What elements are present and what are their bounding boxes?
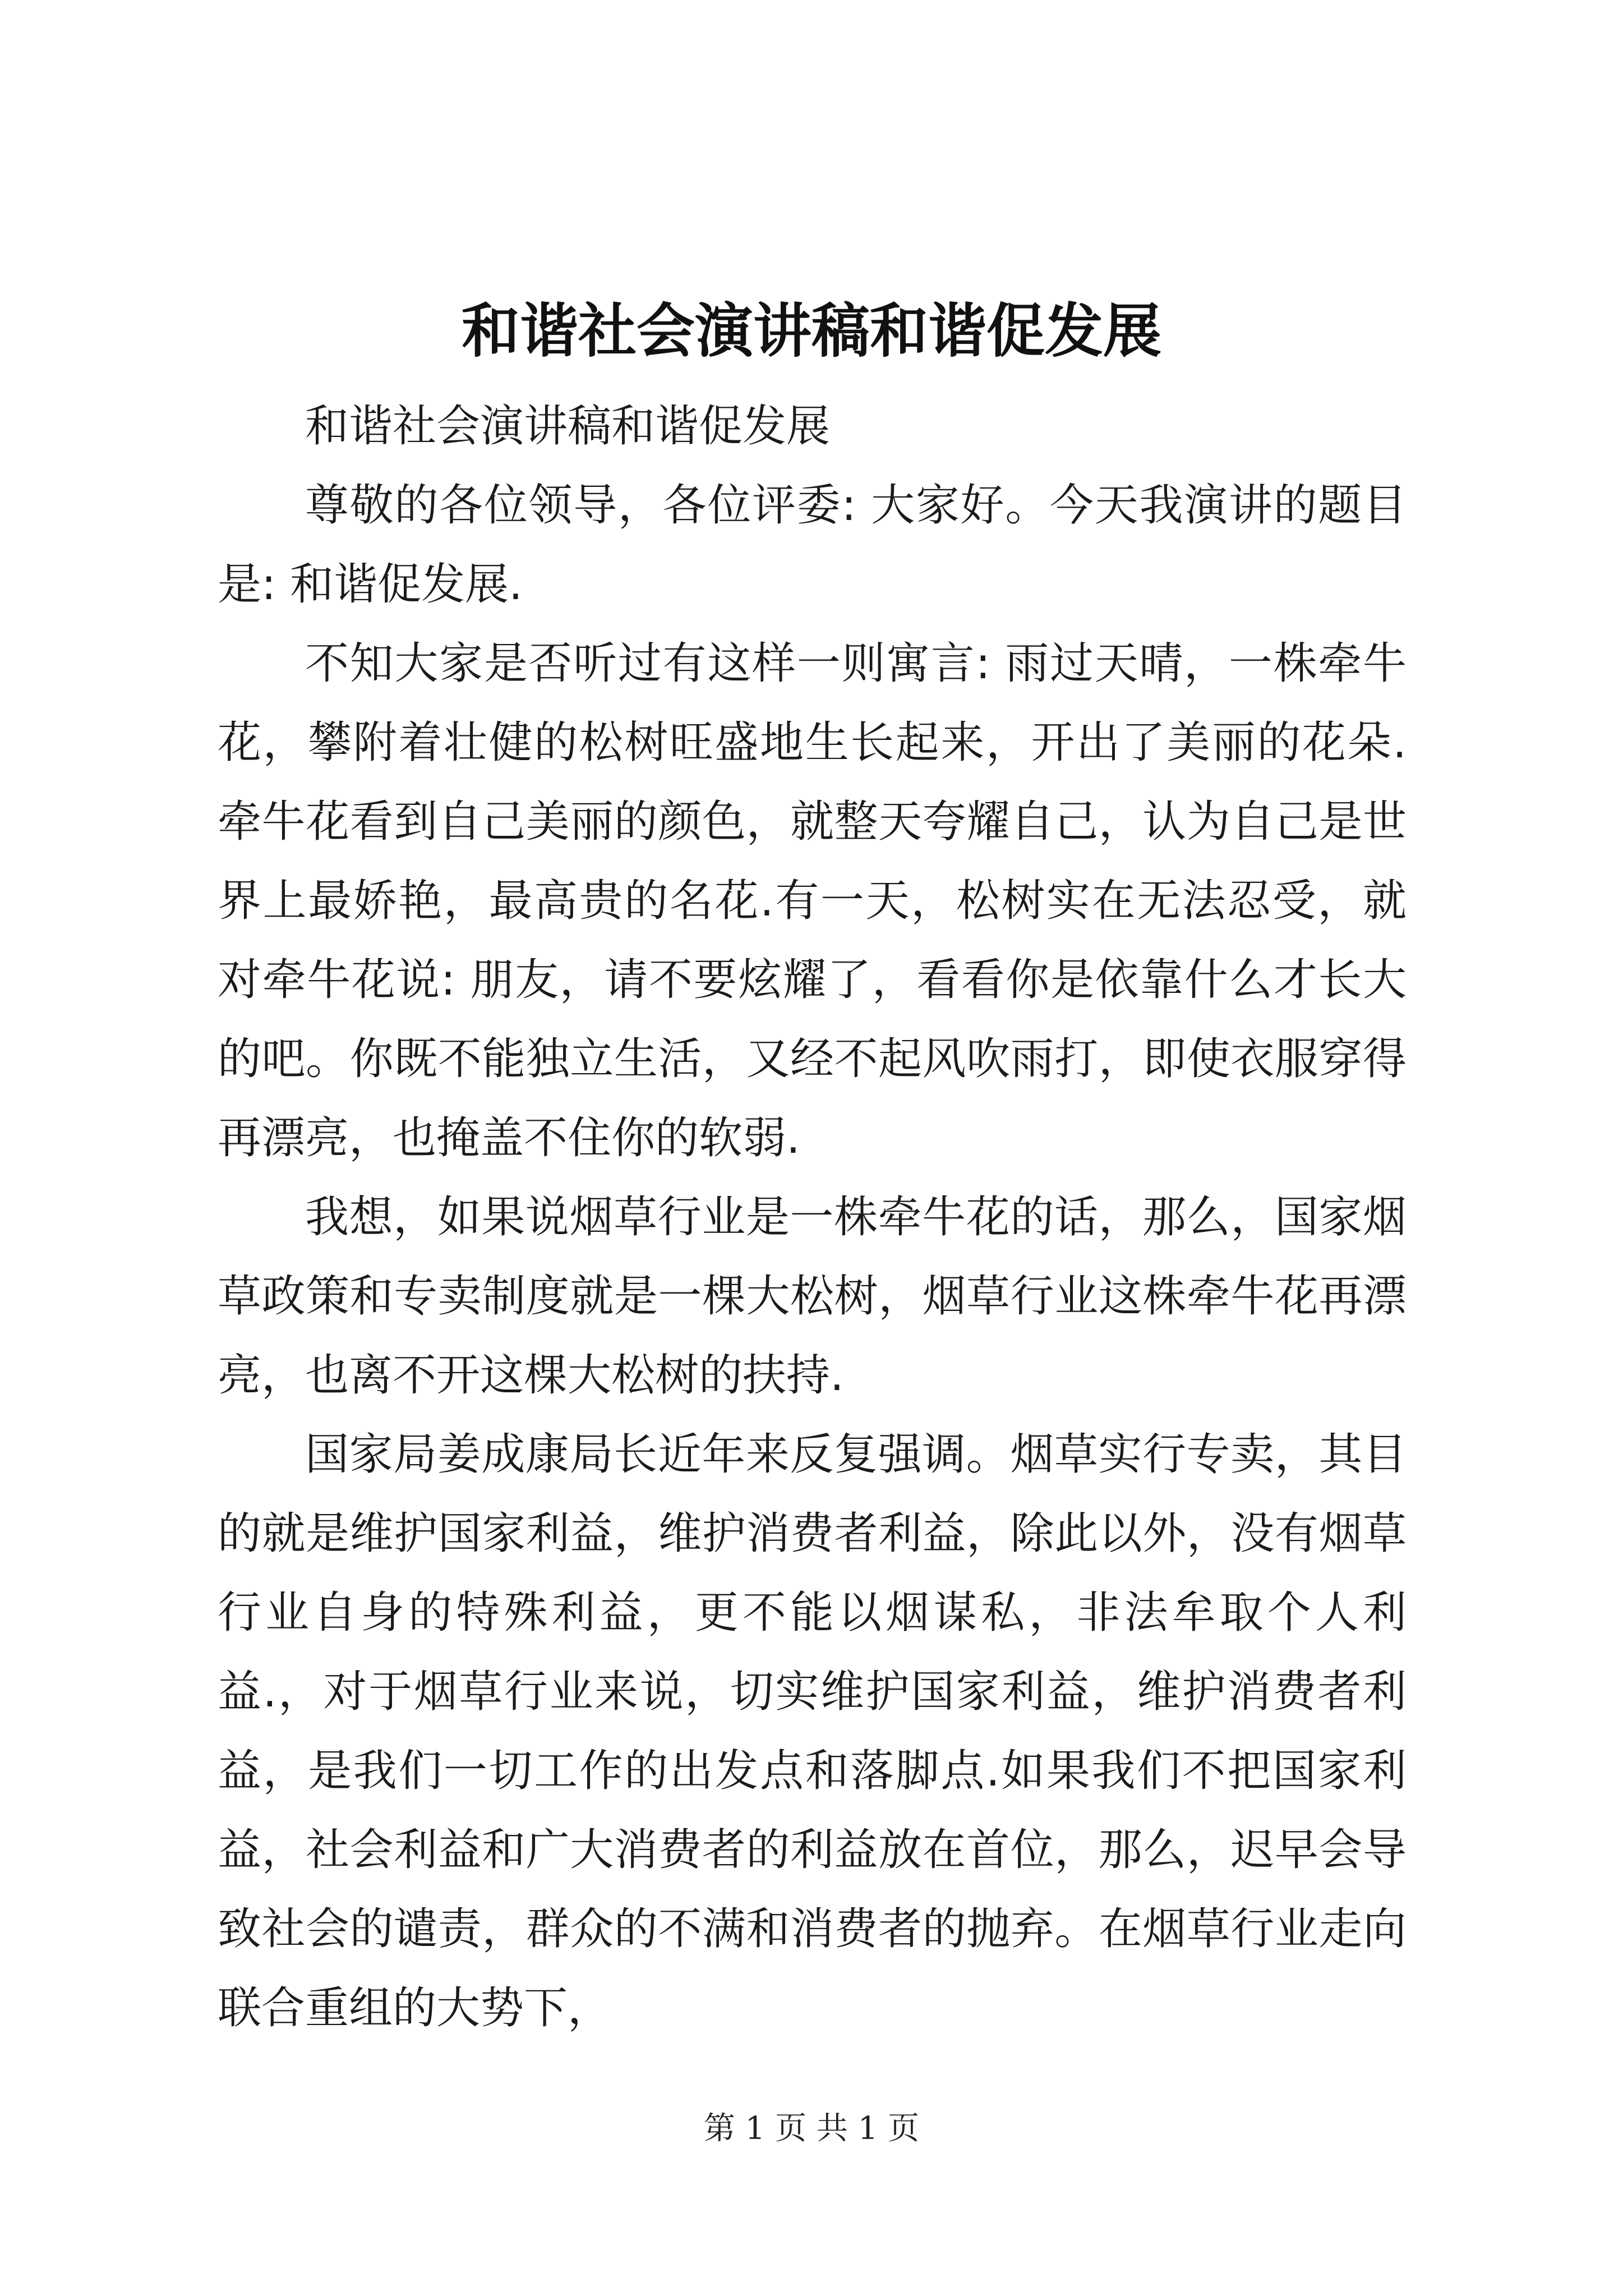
paragraph-subtitle: 和谐社会演讲稿和谐促发展 — [305, 401, 831, 452]
document-body — [218, 387, 1407, 2048]
document-title: 和谐社会演讲稿和谐促发展 — [461, 296, 1161, 365]
paragraph-policy: 国家局姜成康局长近年来反复强调。烟草实行专卖，其目的就是维护国家利益，维护消费者利益，除此以外，没有烟草行业自身的特殊利益，更不能以烟谋私，非法牟取个人利益.，对于烟草行业来说，切实维护国家利益，维护消费者利益，是我们一切工作的出发点和落脚点.如果我们不把国家利益，社会利益和广大消费者的利益放在首位，那么，迟早会导致社会的谴责，群众的不满和消费者的抛弃。在烟草行业走向联合重组的大势下， — [218, 1429, 1407, 2033]
paragraph-metaphor: 我想，如果说烟草行业是一株牵牛花的话，那么，国家烟草政策和专卖制度就是一棵大松树，烟草行业这株牵牛花再漂亮，也离不开这棵大松树的扶持. — [218, 1192, 1407, 1401]
page-footer: 第 1 页 共 1 页 — [703, 2110, 920, 2147]
paragraph-greeting: 尊敬的各位领导，各位评委: 大家好。今天我演讲的题目是: 和谐促发展. — [218, 480, 1407, 610]
paragraph-fable: 不知大家是否听过有这样一则寓言: 雨过天晴，一株牵牛花，攀附着壮健的松树旺盛地生长起来，开出了美丽的花朵.牵牛花看到自己美丽的颜色，就整天夸耀自己，认为自己是世界上最娇艳，最高贵的名花.有一天，松树实在无法忍受，就对牵牛花说: 朋友，请不要炫耀了，看看你是依靠什么才长大的吧。你既不能独立生活，又经不起风吹雨打，即使衣服穿得再漂亮，也掩盖不住你的软弱. — [218, 638, 1407, 1163]
